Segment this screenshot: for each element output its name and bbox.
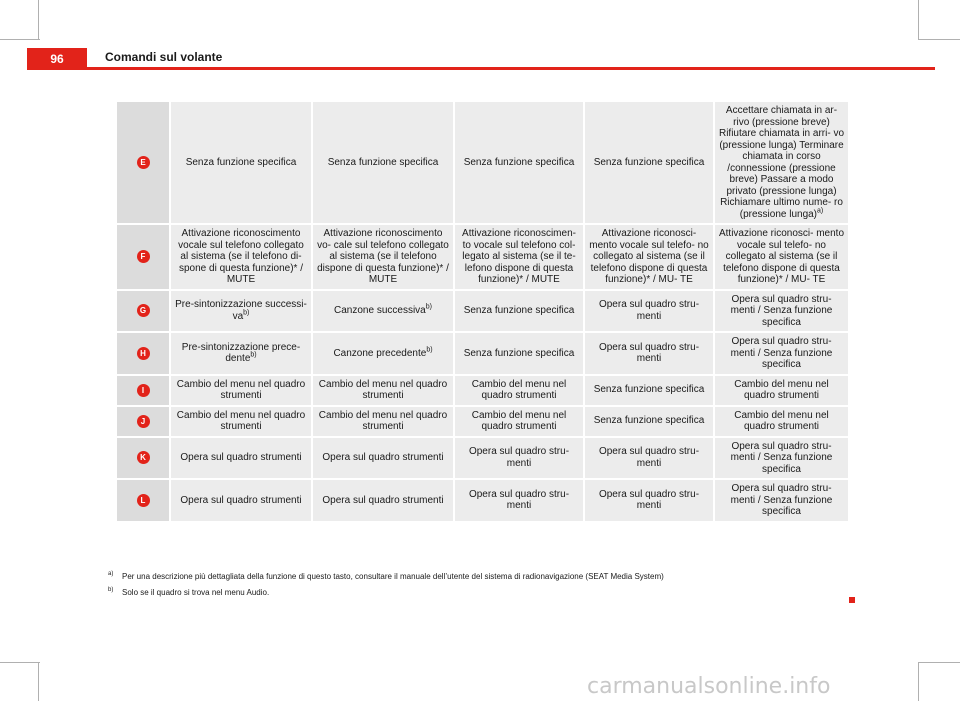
row-key-cell	[116, 406, 170, 437]
table-row	[116, 290, 849, 333]
table-cell	[170, 375, 312, 406]
table-cell	[170, 224, 312, 290]
crop-mark	[918, 39, 960, 40]
cell-text: Opera sul quadro strumenti	[322, 452, 444, 463]
table-cell	[454, 437, 584, 480]
table-row	[116, 332, 849, 375]
cell-text: Opera sul quadro strumenti	[322, 494, 444, 506]
table-cell	[454, 101, 584, 224]
footnote-ref: b)	[426, 346, 433, 354]
table-cell	[454, 479, 584, 522]
table-row	[116, 224, 849, 290]
footnote-ref: b)	[425, 303, 432, 311]
table-row	[116, 375, 849, 406]
cell-text: Senza funzione specifica	[463, 156, 575, 168]
key-badge-icon: J	[137, 415, 150, 428]
table-cell	[312, 290, 454, 333]
table-cell	[584, 101, 714, 224]
table-row	[116, 406, 849, 437]
cell-text: Cambio del menu nel quadro strumenti	[471, 409, 567, 432]
footnote-ref: b)	[250, 351, 257, 359]
cell-text: Opera sul quadro stru- menti	[468, 488, 570, 512]
cell-text: Canzone precedente	[333, 347, 427, 359]
crop-mark	[38, 662, 39, 701]
table-cell	[714, 479, 849, 522]
cell-text: Cambio del menu nel quadro strumenti	[176, 409, 306, 432]
page-header	[0, 48, 960, 70]
cell-text: Opera sul quadro stru- menti	[598, 341, 700, 365]
table-cell	[454, 375, 584, 406]
table-cell	[312, 375, 454, 406]
table-cell	[170, 479, 312, 522]
table-body	[116, 101, 849, 522]
table-cell	[454, 290, 584, 333]
row-key-cell	[116, 224, 170, 290]
cell-text: Cambio del menu nel quadro strumenti	[734, 378, 829, 401]
crop-mark	[0, 39, 40, 40]
cell-text: Senza funzione specifica	[463, 347, 575, 359]
cell-text: Opera sul quadro strumenti	[180, 494, 302, 506]
table-cell	[312, 437, 454, 480]
row-key-cell	[116, 101, 170, 224]
table-cell	[170, 101, 312, 224]
table-row	[116, 479, 849, 522]
crop-mark	[0, 662, 40, 663]
cell-text: Canzone successiva	[334, 305, 426, 316]
cell-text: Attivazione riconoscimento vo- cale sul telefono collegato al sistema (se il telefono dispone di questa funzione)* / MUTE	[317, 228, 449, 285]
table-cell	[714, 437, 849, 480]
table-cell	[714, 332, 849, 375]
watermark: carmanualsonline.info	[587, 674, 831, 699]
table-cell	[714, 375, 849, 406]
footnotes	[108, 572, 868, 604]
cell-text: Opera sul quadro stru- menti	[598, 488, 700, 512]
table-cell	[312, 224, 454, 290]
crop-mark	[918, 0, 919, 40]
crop-mark	[918, 662, 960, 663]
cell-text: Opera sul quadro stru- menti	[468, 446, 570, 469]
cell-text: Senza funzione specifica	[327, 156, 439, 168]
row-key-cell	[116, 437, 170, 480]
cell-text: Opera sul quadro stru- menti	[598, 299, 700, 322]
cell-text: Attivazione riconoscimen- to vocale sul telefono col- legato al sistema (se il te- lefono dispone di questa funzione)* / MUTE	[462, 228, 576, 285]
table-cell	[312, 332, 454, 375]
cell-text: Senza funzione specifica	[185, 156, 297, 168]
table-cell	[170, 406, 312, 437]
cell-text: Attivazione riconosci- mento vocale sul telefo- no collegato al sistema (se il telefono dispone di questa funzione)* / MU- TE	[718, 228, 845, 285]
cell-text: Accettare chiamata in ar- rivo (pressione breve) Rifiutare chiamata in arri- vo (pressione lunga) Terminare chiamata in corso /connessione (pressione breve) Passare a modo privato (pressione lunga) Richiamare ultimo nume- ro (pressione lunga)	[718, 105, 845, 220]
cell-text: Attivazione riconoscimento vocale sul telefono collegato al sistema (se il telefono di- spone di questa funzione)* / MUTE	[178, 228, 304, 285]
key-badge-icon: H	[137, 347, 150, 360]
table-cell	[714, 101, 849, 224]
cell-text: Opera sul quadro stru- menti / Senza funzione specifica	[730, 440, 833, 475]
cell-text: Opera sul quadro stru- menti / Senza funzione specifica	[730, 336, 833, 370]
cell-text: Cambio del menu nel quadro strumenti	[734, 409, 829, 432]
footnote	[108, 588, 868, 598]
table-cell	[584, 290, 714, 333]
table-row	[116, 101, 849, 224]
table-cell	[584, 224, 714, 290]
cell-text: Opera sul quadro strumenti	[180, 452, 302, 463]
page-title: Comandi sul volante	[105, 50, 223, 64]
table-cell	[312, 479, 454, 522]
footnote-mark: b)	[108, 587, 114, 593]
table-cell	[584, 437, 714, 480]
table-cell	[584, 332, 714, 375]
row-key-cell	[116, 479, 170, 522]
row-key-cell	[116, 290, 170, 333]
cell-text: Senza funzione specifica	[593, 384, 705, 396]
row-key-cell	[116, 375, 170, 406]
footnote-ref: b)	[243, 309, 250, 317]
key-badge-icon: F	[137, 250, 150, 263]
key-badge-icon: E	[137, 156, 150, 169]
table-cell	[584, 479, 714, 522]
table-cell	[714, 224, 849, 290]
table-cell	[170, 290, 312, 333]
table-cell	[454, 406, 584, 437]
key-badge-icon: I	[137, 384, 150, 397]
page-number: 96	[27, 48, 87, 70]
cell-text: Cambio del menu nel quadro strumenti	[318, 409, 448, 432]
table-cell	[312, 406, 454, 437]
table-cell	[714, 290, 849, 333]
footnote-ref: a)	[817, 207, 824, 215]
cell-text: Senza funzione specifica	[463, 305, 575, 316]
table-cell	[312, 101, 454, 224]
footnote-text: Solo se il quadro si trova nel menu Audio.	[122, 588, 270, 597]
cell-text: Cambio del menu nel quadro strumenti	[318, 378, 448, 401]
cell-text: Senza funzione specifica	[593, 415, 705, 427]
footnote-mark: a)	[108, 571, 114, 577]
crop-mark	[38, 0, 39, 40]
cell-text: Cambio del menu nel quadro strumenti	[176, 378, 306, 401]
cell-text: Cambio del menu nel quadro strumenti	[471, 378, 567, 401]
table-cell	[170, 437, 312, 480]
table-cell	[714, 406, 849, 437]
header-rule	[87, 67, 935, 70]
cell-text: Senza funzione specifica	[593, 156, 705, 168]
footnote	[108, 572, 868, 582]
table-cell	[170, 332, 312, 375]
cell-text: Opera sul quadro stru- menti / Senza funzione specifica	[730, 483, 833, 517]
section-end-marker	[849, 597, 855, 603]
row-key-cell	[116, 332, 170, 375]
table-row	[116, 437, 849, 480]
table-cell	[584, 375, 714, 406]
table-cell	[584, 406, 714, 437]
cell-text: Opera sul quadro stru- menti / Senza funzione specifica	[730, 293, 833, 328]
table-cell	[454, 224, 584, 290]
cell-text: Attivazione riconosci- mento vocale sul telefo- no collegato al sistema (se il telefono dispone di questa funzione)* / MU- TE	[589, 228, 709, 285]
steering-controls-table	[115, 100, 850, 523]
table-cell	[454, 332, 584, 375]
cell-text: Pre-sintonizzazione prece- dente	[181, 341, 301, 365]
crop-mark	[918, 662, 919, 701]
key-badge-icon: K	[137, 451, 150, 464]
key-badge-icon: L	[137, 494, 150, 507]
cell-text: Pre-sintonizzazione successi- va	[175, 299, 307, 322]
cell-text: Opera sul quadro stru- menti	[598, 446, 700, 469]
footnote-text: Per una descrizione più dettagliata della funzione di questo tasto, consultare il manuale dell’utente del sistema di radionavigazione (SEAT Media System)	[122, 572, 664, 581]
key-badge-icon: G	[137, 304, 150, 317]
